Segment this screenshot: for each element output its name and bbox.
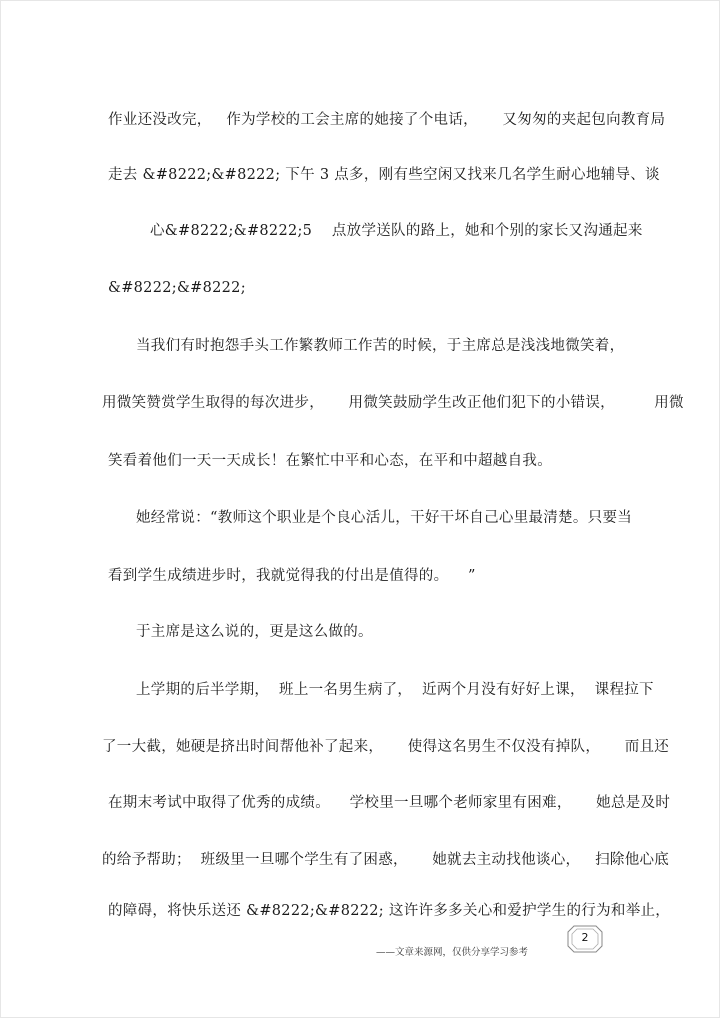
text-line-8: 她经常说：“教师这个职业是个良心活儿，干好干坏自己心里最清楚。只要当 (136, 510, 633, 526)
text-line-2: 走去 &#8222;&#8222; 下午 3 点多，刚有些空闲又找来几名学生耐心地辅导、谈 (108, 167, 660, 183)
text-line-3: 心&#8222;&#8222;5 点放学送队的路上，她和个别的家长又沟通起来 (150, 223, 643, 239)
page-number: 2 (581, 931, 589, 944)
text-line-7: 笑看着他们一天一天成长！在繁忙中平和心态，在平和中超越自我。 (108, 453, 552, 469)
text-line-12: 了一大截，她硬是挤出时间帮他补了起来， 使得这名男生不仅没有掉队， 而且还 (102, 739, 670, 755)
text-line-14: 的给予帮助； 班级里一旦哪个学生有了困惑， 她就去主动找他谈心， 扫除他心底 (102, 852, 670, 868)
footer-source-note: ——文章来源网，仅供分享学习参考 (376, 947, 529, 958)
text-line-1: 作业还没改完， 作为学校的工会主席的她接了个电话， 又匆匆的夹起包向教育局 (108, 112, 666, 128)
text-line-5: 当我们有时抱怨手头工作繁教师工作苦的时候，于主席总是浅浅地微笑着， (136, 338, 625, 354)
text-line-9: 看到学生成绩进步时，我就觉得我的付出是值得的。 ” (108, 568, 476, 584)
text-line-6: 用微笑赞赏学生取得的每次进步， 用微笑鼓励学生改正他们犯下的小错误， 用微 (102, 395, 684, 411)
text-line-4: &#8222;&#8222; (108, 280, 246, 296)
text-line-13: 在期末考试中取得了优秀的成绩。 学校里一旦哪个老师家里有困难， 她总是及时 (108, 795, 671, 811)
text-line-10: 于主席是这么说的，更是这么做的。 (136, 624, 373, 640)
page-number-badge (566, 924, 604, 954)
text-line-15: 的障碍，将快乐送还 &#8222;&#8222; 这许许多多关心和爱护学生的行为和举止， (108, 903, 671, 919)
text-line-11: 上学期的后半学期， 班上一名男生病了， 近两个月没有好好上课， 课程拉下 (136, 682, 654, 698)
